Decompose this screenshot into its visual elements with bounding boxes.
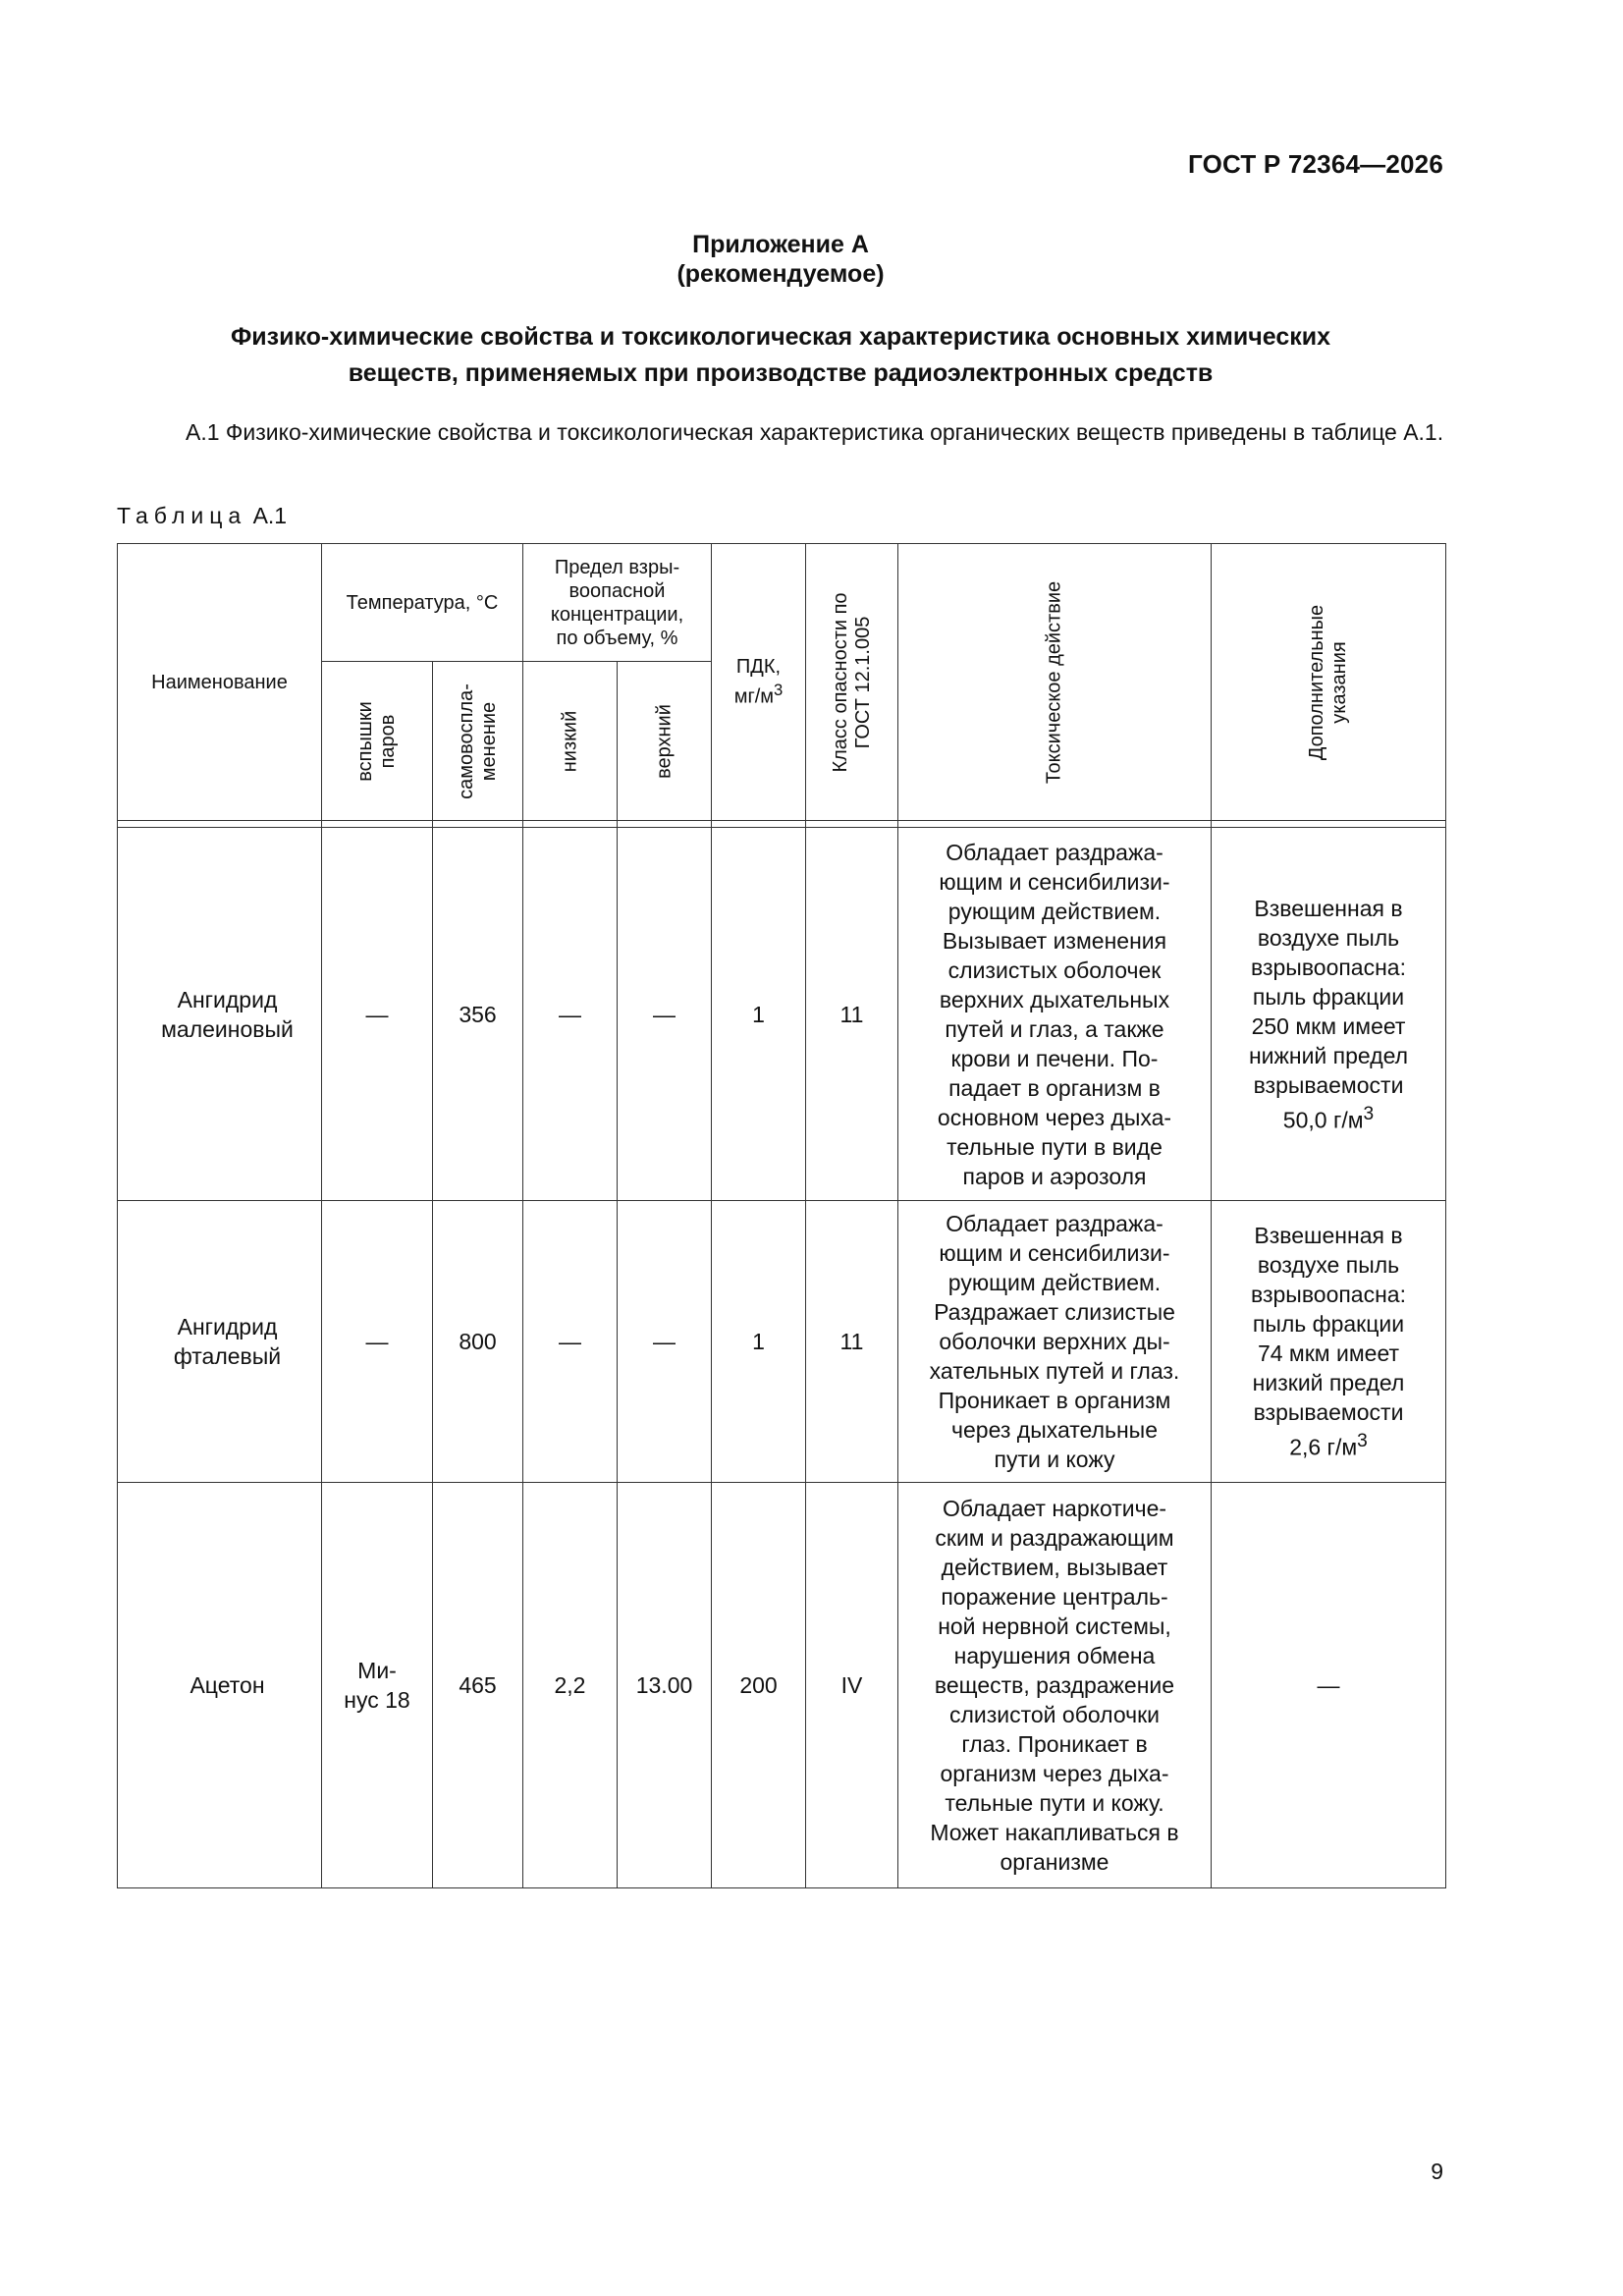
header-hazard-class-text [830, 592, 875, 772]
header-limit-high-text: верхний [653, 703, 675, 779]
cell-name-line-2: малеиновый [161, 1015, 294, 1042]
cell-pdk: 1 [712, 1201, 806, 1483]
toxic-line: Обладает наркотиче- [942, 1496, 1167, 1521]
header-autoignition-text [456, 683, 501, 799]
page-number: 9 [1431, 2159, 1443, 2184]
toxic-line: Обладает раздража- [946, 1211, 1163, 1236]
toxic-line: путей и глаз, а также [945, 1015, 1164, 1042]
notes-line [1212, 1100, 1445, 1135]
cell-flash-point-line-1: Ми- [357, 1658, 397, 1683]
properties-table [117, 543, 1446, 1888]
toxic-line: Проникает в организм [938, 1388, 1171, 1413]
cell-limit-high: 13.00 [618, 1483, 712, 1888]
header-hazard-class [806, 544, 898, 821]
toxic-line: паров и аэрозоля [962, 1163, 1147, 1189]
cell-limit-high: — [618, 1201, 712, 1483]
cell-name-line-1: Ангидрид [177, 986, 278, 1012]
table-caption-number: А.1 [252, 503, 288, 528]
notes-value: 50,0 г/м [1282, 1107, 1364, 1133]
notes-line: взрывоопасна: [1250, 1282, 1406, 1308]
cell-limit-low: 2,2 [523, 1483, 618, 1888]
notes-line: 250 мкм имеет [1251, 1012, 1406, 1039]
notes-line: Взвешенная в [1254, 895, 1403, 921]
toxic-line: оболочки верхних ды- [939, 1329, 1170, 1354]
notes-line: пыль фракции [1252, 983, 1405, 1010]
notes-line: взрывоопасна: [1250, 954, 1406, 980]
header-temperature: Температура, °С [322, 544, 523, 662]
toxic-line: организм через дыха- [940, 1761, 1169, 1786]
toxic-line: рующим действием. [947, 1270, 1162, 1295]
cell-pdk: 1 [712, 828, 806, 1201]
header-explosive-limit-line-3: концентрации, [550, 603, 684, 626]
cell-toxic-action [898, 828, 1212, 1201]
toxic-line: хательных путей и глаз. [929, 1358, 1180, 1384]
notes-line: нижний предел [1248, 1042, 1409, 1068]
toxic-line: веществ, раздражение [934, 1672, 1175, 1698]
header-autoignition-line-1: самовоспла- [455, 683, 477, 799]
cell-flash-point: — [322, 828, 433, 1201]
toxic-line: падает в организм в [948, 1074, 1161, 1101]
cell-name: Ацетон [118, 1483, 322, 1888]
section-heading [118, 319, 1443, 392]
section-heading-line-1: Физико-химические свойства и токсикологическая характеристика основных химических [230, 323, 1331, 351]
header-flash-point-line-2: паров [377, 714, 399, 768]
notes-line: низкий предел [1252, 1370, 1405, 1396]
toxic-line: тельные пути в виде [947, 1133, 1163, 1160]
toxic-line: Обладает раздража- [946, 839, 1163, 865]
appendix-status: (рекомендуемое) [676, 260, 885, 288]
header-flash-point-line-1: вспышки [354, 700, 376, 782]
toxic-line: Может накапливаться в [930, 1820, 1179, 1845]
cell-flash-point [322, 1483, 433, 1888]
header-pdk-line-1: ПДК, [735, 656, 782, 679]
header-notes [1212, 544, 1446, 821]
cell-name-line-2: фталевый [173, 1343, 282, 1369]
toxic-line: пути и кожу [994, 1447, 1115, 1472]
toxic-line: основном через дыха- [937, 1104, 1172, 1130]
cell-hazard-class: IV [806, 1483, 898, 1888]
cell-notes [1212, 1201, 1446, 1483]
table-row [118, 1483, 1446, 1888]
toxic-line: действием, вызывает [941, 1555, 1168, 1580]
header-hazard-class-line-1: Класс опасности по [829, 591, 851, 773]
header-pdk [712, 544, 806, 821]
notes-line: 74 мкм имеет [1257, 1340, 1400, 1367]
notes-line [1212, 1427, 1445, 1462]
toxic-line: рующим действием. [947, 898, 1162, 924]
notes-line: взрываемости [1253, 1071, 1404, 1098]
header-pdk-line-2 [712, 679, 805, 709]
toxic-line: крови и печени. По- [950, 1045, 1159, 1071]
standard-id: ГОСТ Р 72364—2026 [1188, 149, 1443, 179]
toxic-line: ющим и сенсибилизи- [939, 1240, 1170, 1266]
cell-hazard-class: 11 [806, 828, 898, 1201]
intro-paragraph: А.1 Физико-химические свойства и токсикологическая характеристика органических веществ приведены в таблице А.1. [186, 419, 1444, 445]
table-caption-word: Таблица [117, 503, 247, 528]
toxic-line: поражение централь- [941, 1584, 1168, 1610]
cell-pdk: 200 [712, 1483, 806, 1888]
toxic-line: ющим и сенсибилизи- [939, 868, 1170, 895]
notes-line: воздухе пыль [1257, 924, 1400, 951]
header-explosive-limit-line-1: Предел взры- [554, 556, 680, 578]
toxic-line: тельные пути и кожу. [945, 1790, 1164, 1816]
cell-toxic-action [898, 1201, 1212, 1483]
header-limit-high [618, 662, 712, 821]
toxic-line: глаз. Проникает в [961, 1731, 1148, 1757]
notes-value: 2,6 г/м [1289, 1434, 1358, 1460]
header-limit-low [523, 662, 618, 821]
header-notes-line-1: Дополнительные [1306, 604, 1327, 760]
section-heading-line-2: веществ, применяемых при производстве радиоэлектронных средств [348, 359, 1214, 387]
header-toxic-action-text: Токсическое действие [1043, 580, 1065, 784]
header-explosive-limit-line-4: по объему, % [556, 627, 678, 649]
toxic-line: верхних дыхательных [939, 986, 1170, 1012]
header-autoignition [433, 662, 523, 821]
header-explosive-limit-line-2: воопасной [568, 579, 666, 602]
cell-limit-high: — [618, 828, 712, 1201]
toxic-line: Вызывает изменения [942, 927, 1167, 954]
header-separator [118, 821, 1446, 828]
cell-toxic-action [898, 1483, 1212, 1888]
cell-flash-point: — [322, 1201, 433, 1483]
header-explosive-limit [523, 544, 712, 662]
header-pdk-unit: мг/м [733, 685, 775, 708]
cell-hazard-class: 11 [806, 1201, 898, 1483]
header-notes-text [1306, 604, 1351, 759]
cell-name [118, 1201, 322, 1483]
table-row [118, 828, 1446, 1201]
appendix-title: Приложение А [692, 231, 869, 258]
header-limit-low-text: низкий [559, 710, 580, 772]
notes-line: воздухе пыль [1257, 1252, 1400, 1279]
notes-line: взрываемости [1253, 1399, 1404, 1426]
toxic-line: ским и раздражающим [935, 1525, 1174, 1551]
toxic-line: нарушения обмена [953, 1643, 1156, 1668]
header-hazard-class-line-2: ГОСТ 12.1.005 [851, 616, 874, 748]
cell-limit-low: — [523, 1201, 618, 1483]
toxic-line: через дыхательные [951, 1417, 1158, 1443]
toxic-line: слизистой оболочки [948, 1702, 1161, 1727]
header-flash-point [322, 662, 433, 821]
notes-sup: 3 [1357, 1431, 1368, 1452]
notes-line: пыль фракции [1252, 1311, 1405, 1338]
cell-autoignition: 800 [433, 1201, 523, 1483]
cell-autoignition: 465 [433, 1483, 523, 1888]
cell-flash-point-line-2: нус 18 [344, 1687, 410, 1713]
toxic-line: Раздражает слизистые [934, 1299, 1175, 1325]
header-toxic-action [898, 544, 1212, 821]
header-autoignition-line-2: менение [477, 701, 500, 781]
header-name: Наименование [118, 544, 322, 821]
toxic-line: слизистых оболочек [947, 957, 1162, 983]
cell-name-line-1: Ангидрид [177, 1314, 278, 1339]
toxic-line: ной нервной системы, [938, 1613, 1171, 1639]
table-row [118, 1201, 1446, 1483]
cell-autoignition: 356 [433, 828, 523, 1201]
toxic-line: организме [1000, 1849, 1109, 1875]
header-flash-point-text [354, 701, 400, 782]
table-caption [117, 503, 287, 529]
header-notes-line-2: указания [1328, 640, 1350, 724]
cell-notes [1212, 828, 1446, 1201]
cell-notes: — [1212, 1483, 1446, 1888]
cell-limit-low: — [523, 828, 618, 1201]
notes-line: Взвешенная в [1254, 1223, 1403, 1249]
cell-name [118, 828, 322, 1201]
notes-sup: 3 [1363, 1103, 1375, 1124]
header-pdk-sup: 3 [774, 681, 784, 700]
